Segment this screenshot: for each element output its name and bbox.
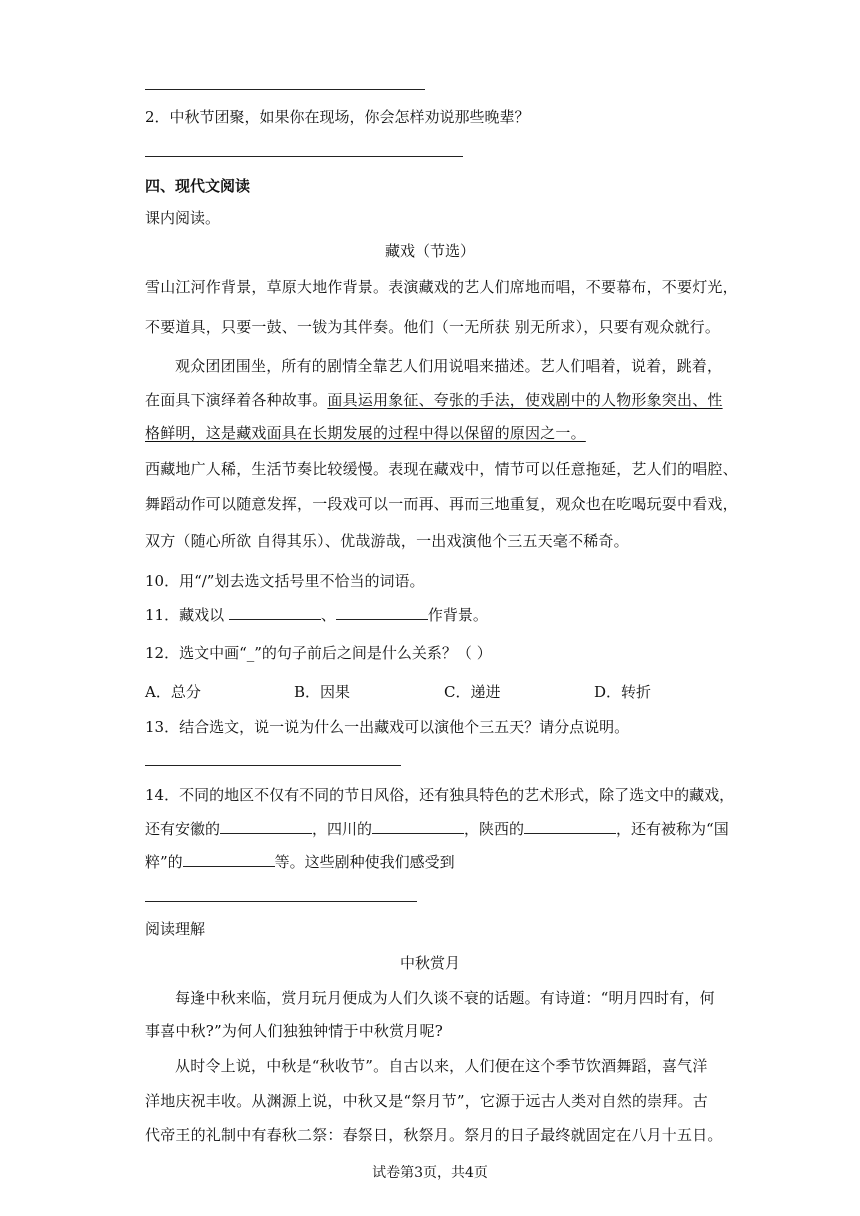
question-10: 10．用“/”划去选文括号里不恰当的词语。 [145, 572, 425, 590]
passage-line: 雪山江河作背景，草原大地作背景。表演藏戏的艺人们席地而唱，不要幕布，不要灯光， [145, 278, 738, 296]
passage-line: 洋地庆祝丰收。从渊源上说，中秋又是“祭月节”，它源于远古人类对自然的崇拜。古 [145, 1092, 708, 1110]
option-a[interactable]: A．总分 [145, 683, 201, 701]
fill-blank[interactable] [524, 819, 616, 834]
question-14: 14．不同的地区不仅有不同的节日风俗，还有独具特色的艺术形式，除了选文中的藏戏， [145, 786, 735, 804]
answer-line [145, 89, 425, 90]
question-12: 12．选文中画“_”的句子前后之间是什么关系？（ ） [145, 644, 492, 662]
option-b[interactable]: B．因果 [294, 683, 351, 701]
answer-line [145, 901, 417, 902]
answer-line [145, 765, 401, 766]
question-14-blanks: 还有安徽的 ，四川的 ，陕西的 ，还有被称为“国 [145, 820, 729, 838]
fill-blank[interactable] [220, 819, 312, 834]
passage-title: 藏戏（节选） [384, 242, 475, 260]
passage-line: 舞蹈动作可以随意发挥，一段戏可以一而再、再而三地重复，观众也在吃喝玩耍中看戏， [145, 495, 738, 513]
question-13: 13．结合选文，说一说为什么一出藏戏可以演他个三五天？请分点说明。 [145, 718, 630, 736]
passage-text: 在面具下演绎着各种故事。 [145, 391, 328, 409]
passage-title: 中秋赏月 [399, 954, 460, 972]
passage-line: 西藏地广人稀，生活节奏比较缓慢。表现在藏戏中，情节可以任意拖延，艺人们的唱腔、 [145, 460, 738, 478]
passage-line: 从时令上说，中秋是“秋收节”。自古以来，人们便在这个季节饮酒舞蹈，喜气洋 [175, 1057, 708, 1075]
underlined-sentence: 格鲜明，这是藏戏面具在长期发展的过程中得以保留的原因之一。 [145, 424, 586, 442]
answer-line [145, 156, 463, 157]
fill-blank[interactable] [229, 605, 321, 620]
question-14-end: 粹”的 等。这些剧种使我们感受到 [145, 853, 455, 871]
passage-line: 双方（随心所欲 自得其乐）、优哉游哉，一出戏演他个三五天毫不稀奇。 [145, 532, 629, 550]
option-d[interactable]: D．转折 [594, 683, 652, 701]
passage-line [145, 389, 723, 410]
fill-blank[interactable] [183, 852, 275, 867]
passage-line: 不要道具，只要一鼓、一钹为其伴奏。他们（一无所获 别无所求），只要有观众就行。 [145, 318, 721, 336]
passage-line: 观众团团围坐，所有的剧情全靠艺人们用说唱来描述。艺人们唱着，说着，跳着， [175, 357, 723, 375]
fill-blank[interactable] [336, 605, 428, 620]
option-c[interactable]: C．递进 [444, 683, 501, 701]
page-footer: 试卷第3页，共4页 [372, 1165, 488, 1181]
underlined-sentence: 面具运用象征、夸张的手法，使戏剧中的人物形象突出、性 [327, 391, 723, 409]
passage-line: 代帝王的礼制中有春秋二祭：春祭日，秋祭月。祭月的日子最终就固定在八月十五日。 [145, 1126, 723, 1144]
passage-line: 事喜中秋?”为何人们独独钟情于中秋赏月呢? [145, 1022, 443, 1040]
question-2: 2．中秋节团聚，如果你在现场，你会怎样劝说那些晚辈？ [145, 108, 530, 126]
question-11: 11．藏戏以 、 作背景。 [145, 606, 488, 624]
passage-line: 每逢中秋来临，赏月玩月便成为人们久谈不衰的话题。有诗道：“明月四时有，何 [175, 989, 715, 1007]
section-heading: 四、现代文阅读 [145, 177, 251, 195]
reading-intro: 阅读理解 [145, 920, 206, 938]
fill-blank[interactable] [372, 819, 464, 834]
reading-intro: 课内阅读。 [145, 209, 221, 227]
